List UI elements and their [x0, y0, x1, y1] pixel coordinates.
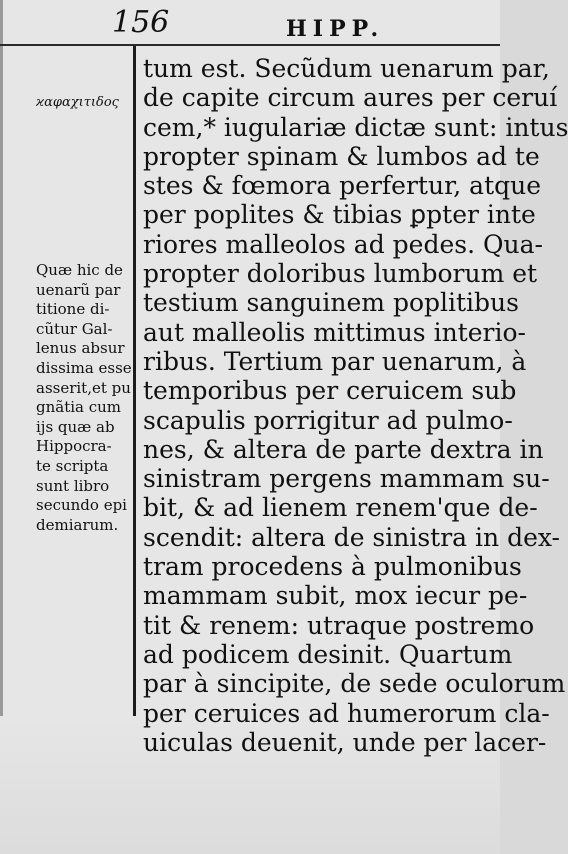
running-head: HIPP.: [286, 16, 385, 42]
margin-note-line: secundo epi: [36, 496, 127, 515]
text-line: propter doloribus lumborum et: [143, 259, 538, 289]
text-line: uiculas deuenit, unde per lacer-: [143, 727, 547, 757]
text-line: de capite circum aures per ceruí: [143, 83, 558, 113]
text-line: scendit: altera de sinistra in dex-: [143, 522, 560, 552]
main-text-column: [143, 54, 568, 757]
text-line: testium sanguinem poplitibus: [143, 288, 519, 318]
margin-note: [36, 261, 134, 535]
text-line: sinistram pergens mammam su-: [143, 464, 550, 494]
text-line: nes, & altera de parte dextra in: [143, 434, 544, 464]
text-line: ribus. Tertium par uenarum, à: [143, 346, 527, 376]
margin-note-line: asserit,et pu: [36, 378, 131, 397]
header-rule: [0, 44, 500, 46]
text-line: ad podicem desinit. Quartum: [143, 639, 513, 669]
text-line: temporibus per ceruicem sub: [143, 376, 517, 406]
margin-note-line: uenarũ par: [36, 280, 121, 299]
text-line: per ceruices ad humerorum cla-: [143, 698, 550, 728]
margin-note-line: demiarum.: [36, 515, 119, 534]
margin-note-line: ijs quæ ab: [36, 417, 115, 436]
text-line: bit, & ad lienem renem'que de-: [143, 493, 538, 523]
text-line: per poplites & tibias ꝑpter inte: [143, 200, 536, 230]
text-line: mammam subit, mox iecur pe-: [143, 581, 528, 611]
text-line: stes & fœmora perfertur, atque: [143, 171, 542, 201]
margin-note-line: Hippocra-: [36, 437, 112, 456]
margin-note-line: titione di-: [36, 300, 110, 319]
text-line: riores malleolos ad pedes. Qua-: [143, 229, 543, 259]
margin-note-line: cũtur Gal-: [36, 319, 113, 338]
margin-note-line: gnãtia cum: [36, 398, 122, 417]
text-line: par à sincipite, de sede oculorum: [143, 669, 566, 699]
text-line: cem,* iugulariæ dictæ sunt: intus: [143, 112, 568, 142]
text-line: tum est. Secũdum uenarum par,: [143, 54, 550, 83]
page-number: 156: [112, 5, 170, 40]
margin-note-line: dissima esse: [36, 358, 132, 377]
margin-greek-word: ϰαφαχιτιδος: [36, 95, 119, 110]
text-line: tit & renem: utraque postremo: [143, 610, 535, 640]
text-line: scapulis porrigitur ad pulmo-: [143, 405, 513, 435]
text-line: propter spinam & lumbos ad te: [143, 141, 540, 171]
margin-note-line: Quæ hic de: [36, 261, 123, 279]
margin-note-line: lenus absur: [36, 339, 125, 358]
text-line: tram procedens à pulmonibus: [143, 552, 522, 582]
margin-note-line: sunt libro: [36, 476, 110, 495]
margin-note-line: te scripta: [36, 456, 109, 475]
text-line: aut malleolis mittimus interio-: [143, 317, 526, 347]
